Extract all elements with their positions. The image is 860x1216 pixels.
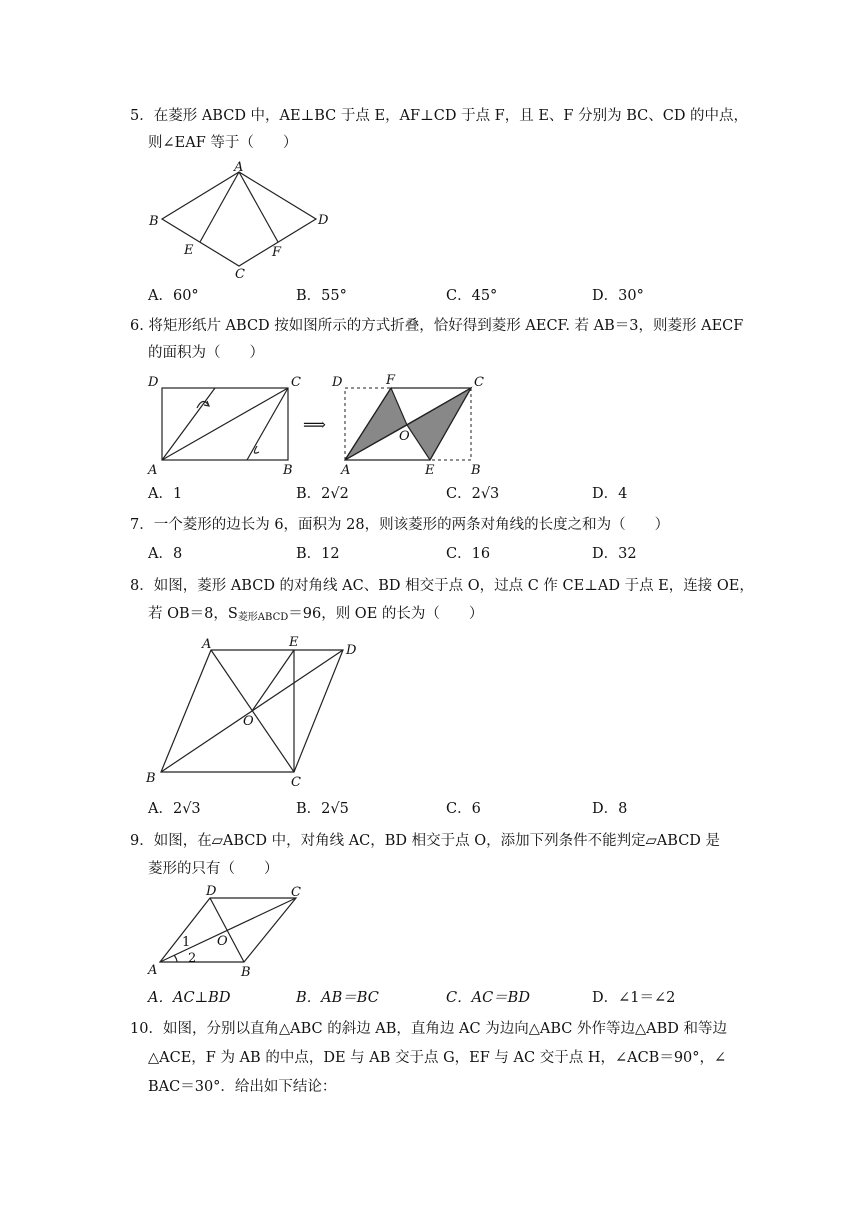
q5-stem-line2: 则∠EAF 等于（ ） <box>148 135 298 151</box>
q7-option-a[interactable]: A．8 <box>148 546 183 562</box>
q5-label-f: F <box>272 245 282 260</box>
q7-option-c[interactable]: C．16 <box>446 546 491 562</box>
q9-parallelogram-figure <box>140 882 310 982</box>
q8-label-d: D <box>346 643 357 658</box>
q9-label-b: B <box>241 965 251 980</box>
q5-label-e: E <box>184 243 194 258</box>
q6-option-c[interactable]: C．2√3 <box>446 486 500 502</box>
q9-option-c[interactable]: C．AC＝BD <box>446 990 530 1006</box>
q9-option-d[interactable]: D．∠1＝∠2 <box>592 990 676 1006</box>
q5-rhombus-figure <box>140 158 340 283</box>
q6-option-a[interactable]: A．1 <box>148 486 183 502</box>
q9-label-c: C <box>291 885 301 900</box>
q5-label-b: B <box>149 214 159 229</box>
q6-left-label-d: D <box>148 375 159 390</box>
q9-label-angle2: 2 <box>188 951 197 966</box>
q8-option-d[interactable]: D．8 <box>592 801 628 817</box>
q7-stem-line1: 7．一个菱形的边长为 6，面积为 28，则该菱形的两条对角线的长度之和为（ ） <box>130 517 670 533</box>
q7-option-d[interactable]: D．32 <box>592 546 637 562</box>
q8-label-e: E <box>289 635 299 650</box>
q9-label-angle1: 1 <box>182 935 191 950</box>
q6-left-label-c: C <box>291 375 301 390</box>
q8-option-c[interactable]: C．6 <box>446 801 481 817</box>
q8-label-b: B <box>146 771 156 786</box>
q5-label-c: C <box>235 267 245 282</box>
q9-option-a[interactable]: A．AC⊥BD <box>148 990 231 1006</box>
q9-stem-line1: 9．如图，在▱ABCD 中，对角线 AC，BD 相交于点 O，添加下列条件不能判定▱ABCD 是 <box>130 833 721 849</box>
q5-label-d: D <box>318 213 329 228</box>
q6-option-d[interactable]: D．4 <box>592 486 628 502</box>
q8-option-b[interactable]: B．2√5 <box>296 801 349 817</box>
q6-left-label-a: A <box>148 463 158 478</box>
q6-fold-figure <box>145 370 490 478</box>
q9-label-a: A <box>148 963 158 978</box>
q8-stem-subscript: 菱形ABCD <box>237 612 289 623</box>
q5-option-d[interactable]: D．30° <box>592 288 644 304</box>
q8-stem-line2-a: 若 OB＝8，S <box>148 606 238 622</box>
q8-label-o: O <box>243 714 254 729</box>
q8-stem-line2-b: ＝96，则 OE 的长为（ ） <box>288 606 484 622</box>
q6-arrow-icon: ⟹ <box>303 415 326 434</box>
q10-stem-line2: △ACE，F 为 AB 的中点，DE 与 AB 交于点 G，EF 与 AC 交于点 H，∠ACB＝90°，∠ <box>148 1050 727 1066</box>
q8-label-a: A <box>202 637 212 652</box>
q9-label-d: D <box>206 884 217 899</box>
q8-stem-line1: 8．如图，菱形 ABCD 的对角线 AC、BD 相交于点 O，过点 C 作 CE⊥AD 于点 E，连接 OE， <box>130 578 754 594</box>
q6-left-label-b: B <box>283 463 293 478</box>
q8-option-a[interactable]: A．2√3 <box>148 801 201 817</box>
q10-stem-line1: 10．如图，分别以直角△ABC 的斜边 AB，直角边 AC 为边向△ABC 外作等边△ABD 和等边 <box>130 1021 727 1037</box>
q5-option-a[interactable]: A．60° <box>148 288 199 304</box>
q6-right-label-b: B <box>471 463 481 478</box>
q5-label-a: A <box>234 160 244 175</box>
q9-label-o: O <box>217 934 228 949</box>
q6-stem-line1: 6. 将矩形纸片 ABCD 按如图所示的方式折叠，恰好得到菱形 AECF. 若 AB＝3，则菱形 AECF <box>130 318 744 334</box>
q6-right-label-d: D <box>332 375 343 390</box>
q6-right-label-f: F <box>386 373 396 388</box>
q6-right-label-c: C <box>474 375 484 390</box>
q8-stem-line2 <box>148 604 483 628</box>
q5-option-c[interactable]: C．45° <box>446 288 498 304</box>
q9-stem-line2: 菱形的只有（ ） <box>148 861 279 877</box>
q6-stem-line2: 的面积为（ ） <box>148 345 264 361</box>
q10-stem-line3: BAC＝30°．给出如下结论： <box>148 1079 337 1095</box>
q5-stem-line1: 5．在菱形 ABCD 中，AE⊥BC 于点 E，AF⊥CD 于点 F，且 E、F 分别为 BC、CD 的中点， <box>130 108 749 124</box>
q8-rhombus-figure <box>140 632 375 792</box>
q9-option-b[interactable]: B．AB＝BC <box>296 990 379 1006</box>
q6-right-label-e: E <box>425 463 435 478</box>
q8-label-c: C <box>291 775 301 790</box>
q5-option-b[interactable]: B．55° <box>296 288 347 304</box>
q7-option-b[interactable]: B．12 <box>296 546 340 562</box>
q6-option-b[interactable]: B．2√2 <box>296 486 349 502</box>
q6-right-label-o: O <box>399 429 410 444</box>
q6-right-label-a: A <box>341 463 351 478</box>
